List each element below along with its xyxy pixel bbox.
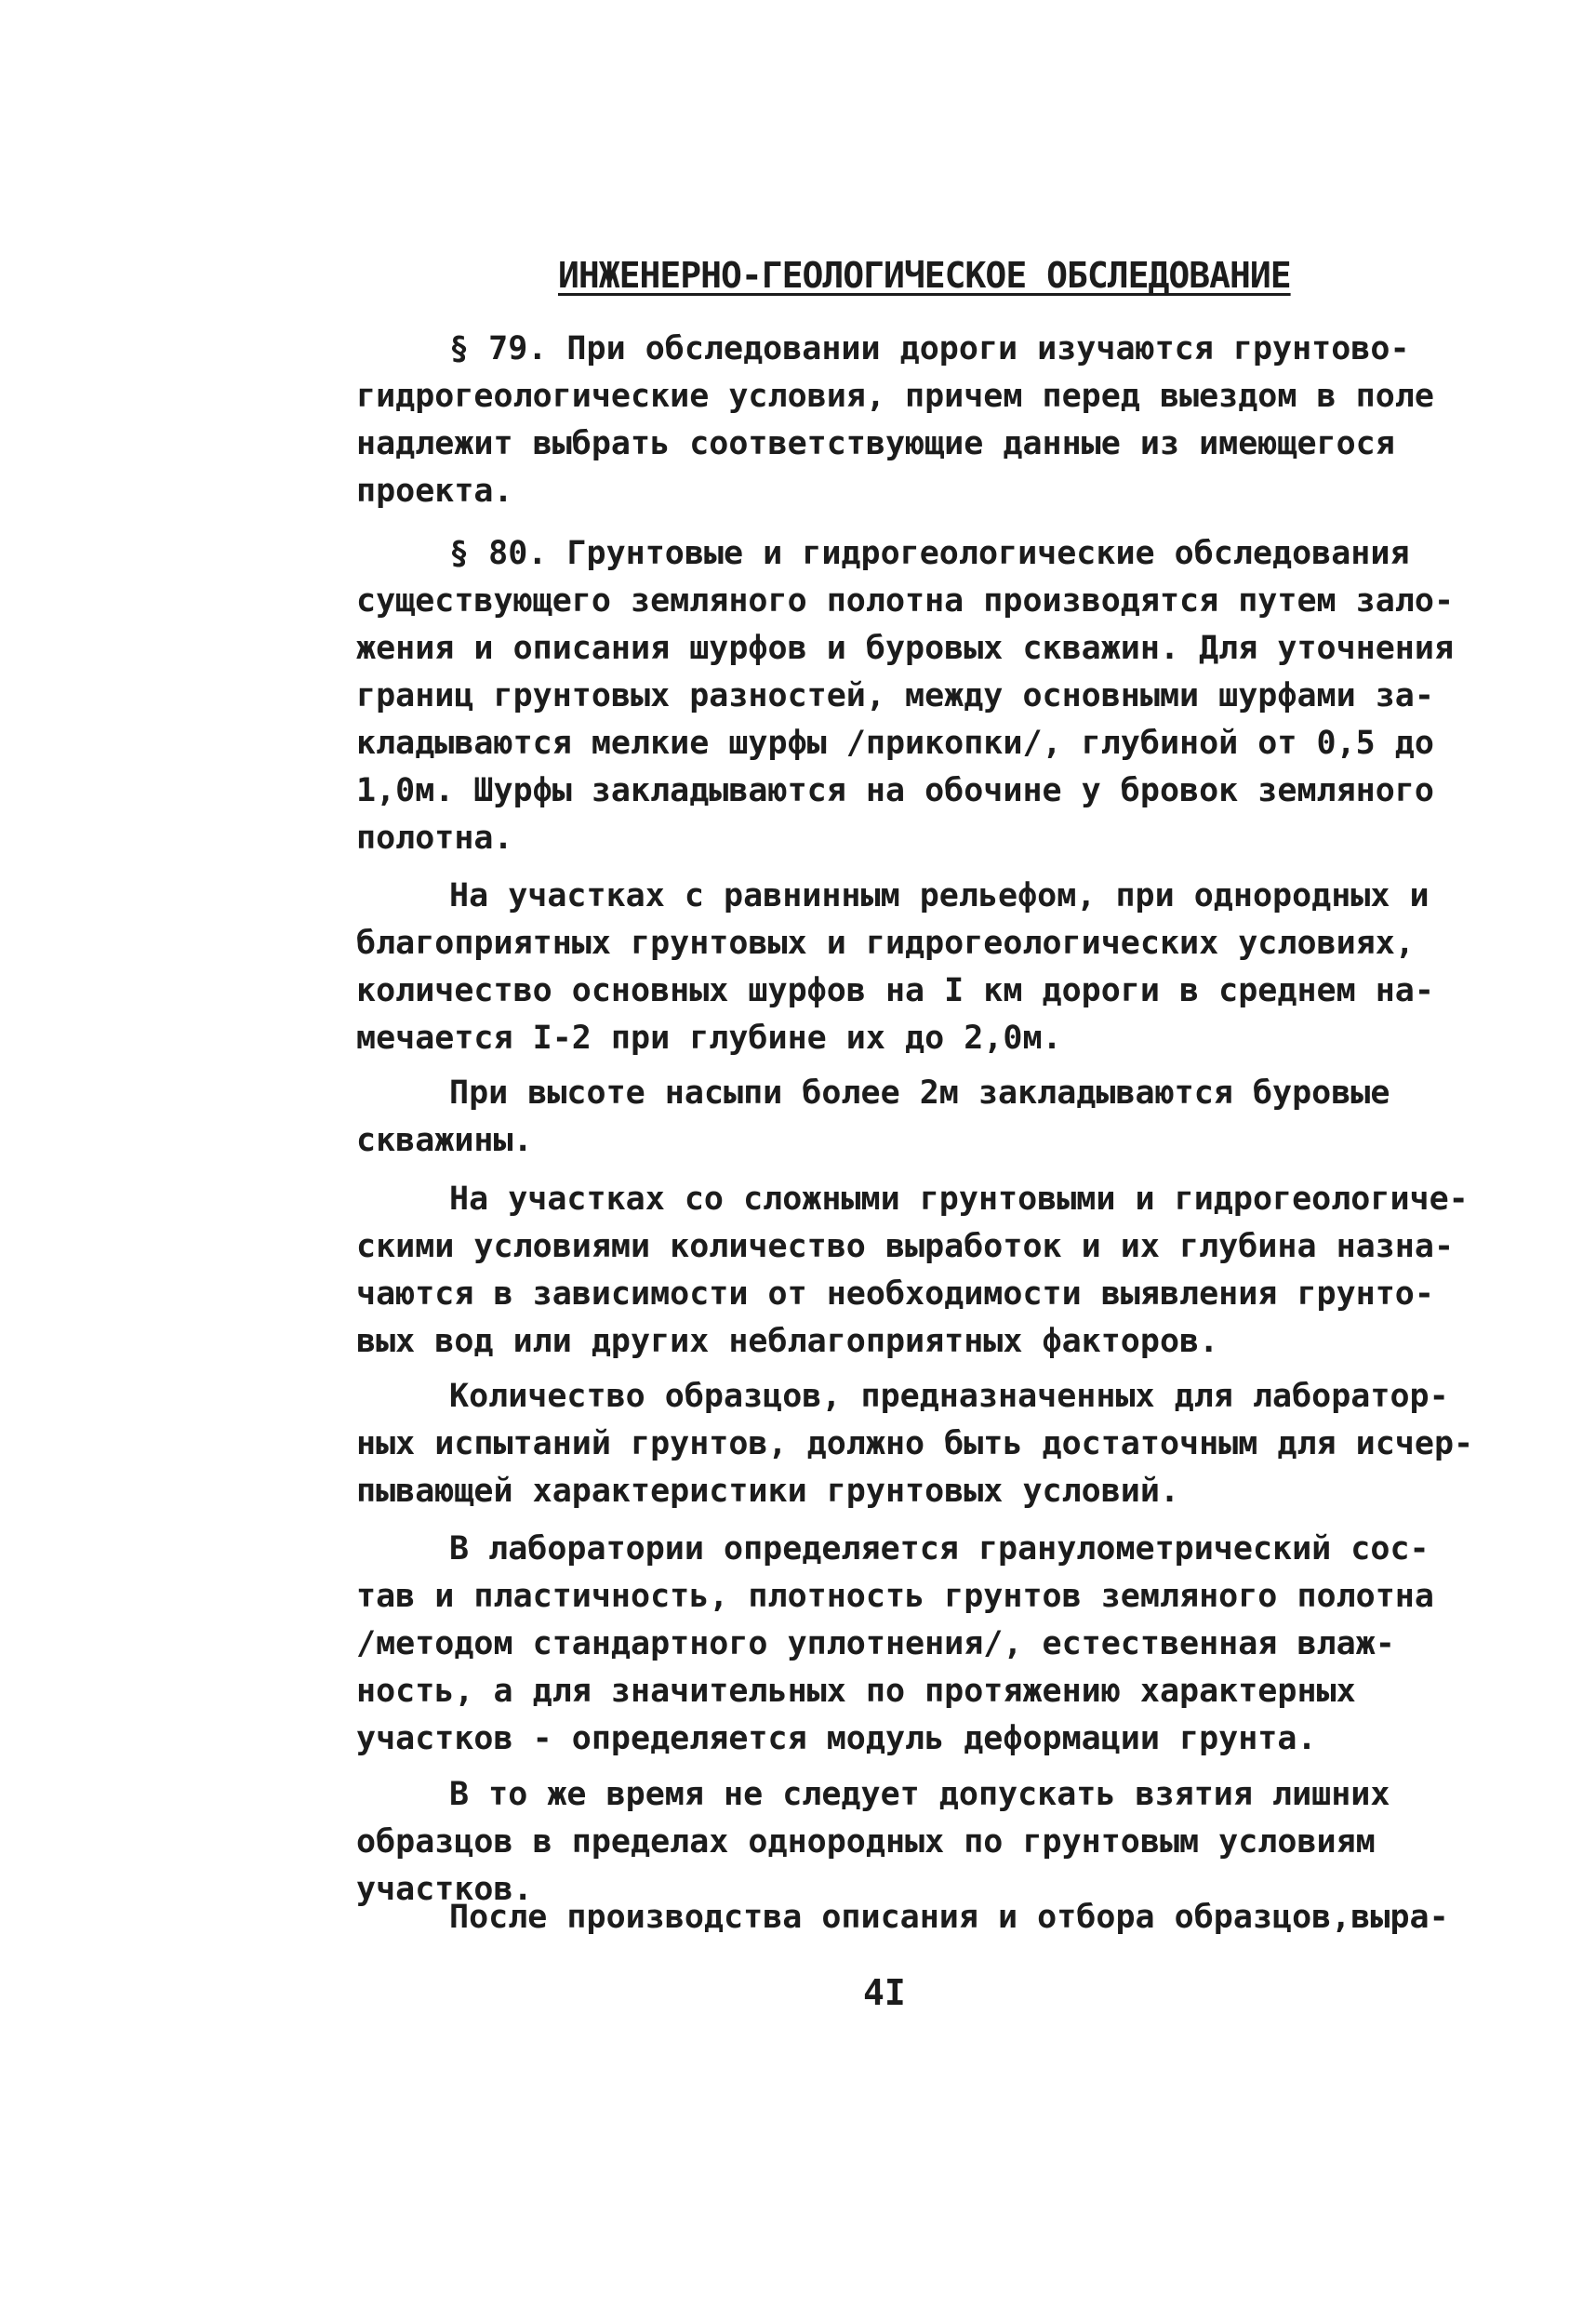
text-line: проекта. xyxy=(356,473,513,510)
text-line: гидрогеологические условия, причем перед выездом в поле xyxy=(356,378,1434,415)
text-line: После производства описания и отбора образцов,выра- xyxy=(449,1899,1449,1936)
text-line: чаются в зависимости от необходимости выявления грунто- xyxy=(356,1275,1434,1313)
text-line: жения и описания шурфов и буровых скважин. Для уточнения xyxy=(356,630,1455,667)
text-line: образцов в пределах однородных по грунтовым условиям xyxy=(356,1823,1376,1861)
text-line: вых вод или других неблагоприятных факторов. xyxy=(356,1323,1219,1360)
text-line: количество основных шурфов на I км дороги в среднем на- xyxy=(356,972,1434,1009)
paragraph-79 xyxy=(356,326,1435,515)
paragraph-complex-conditions xyxy=(356,1176,1469,1366)
section-title: ИНЖЕНЕРНО-ГЕОЛОГИЧЕСКОЕ ОБСЛЕДОВАНИЕ xyxy=(558,255,1291,296)
text-line: В то же время не следует допускать взятия лишних xyxy=(449,1776,1390,1813)
text-line: ных испытаний грунтов, должно быть достаточным для исчер- xyxy=(356,1425,1474,1462)
text-line: Количество образцов, предназначенных для лаборатор- xyxy=(449,1378,1449,1415)
paragraph-laboratory xyxy=(356,1526,1435,1763)
text-line: скважины. xyxy=(356,1122,533,1159)
paragraph-extra-samples xyxy=(356,1771,1435,1914)
text-line: тав и пластичность, плотность грунтов земляного полотна xyxy=(356,1578,1434,1615)
text-line: полотна. xyxy=(356,820,513,857)
text-line: границ грунтовых разностей, между основными шурфами за- xyxy=(356,677,1434,714)
paragraph-samples-count xyxy=(356,1373,1474,1515)
paragraph-plain-terrain xyxy=(356,873,1435,1062)
text-line: § 79. При обследовании дороги изучаются грунтово- xyxy=(449,330,1410,367)
text-line: участков - определяется модуль деформации грунта. xyxy=(356,1720,1317,1757)
text-line: На участках с равнинным рельефом, при однородных и xyxy=(449,877,1430,914)
text-line: мечается I-2 при глубине их до 2,0м. xyxy=(356,1020,1062,1057)
text-line: § 80. Грунтовые и гидрогеологические обследования xyxy=(449,535,1410,572)
text-line: благоприятных грунтовых и гидрогеологических условиях, xyxy=(356,925,1415,962)
text-line: /методом стандартного уплотнения/, естественная влаж- xyxy=(356,1625,1395,1662)
text-line: участков. xyxy=(356,1871,533,1908)
text-line: На участках со сложными грунтовыми и гидрогеологиче- xyxy=(449,1181,1469,1218)
text-line: 1,0м. Шурфы закладываются на обочине у бровок земляного xyxy=(356,772,1434,809)
text-line: надлежит выбрать соответствующие данные из имеющегося xyxy=(356,425,1395,462)
text-line: пывающей характеристики грунтовых условий. xyxy=(356,1473,1180,1510)
paragraph-embankment xyxy=(356,1070,1435,1165)
text-line: существующего земляного полотна производятся путем зало- xyxy=(356,582,1455,620)
text-line: ность, а для значительных по протяжению характерных xyxy=(356,1673,1356,1710)
paragraph-after-sampling xyxy=(356,1894,1449,1941)
page-number: 4I xyxy=(863,1972,906,2013)
text-line: кладываются мелкие шурфы /прикопки/, глубиной от 0,5 до xyxy=(356,725,1434,762)
text-line: скими условиями количество выработок и их глубина назна- xyxy=(356,1228,1455,1265)
text-line: В лаборатории определяется гранулометрический сос- xyxy=(449,1530,1430,1568)
paragraph-80 xyxy=(356,530,1455,862)
text-line: При высоте насыпи более 2м закладываются буровые xyxy=(449,1074,1390,1112)
